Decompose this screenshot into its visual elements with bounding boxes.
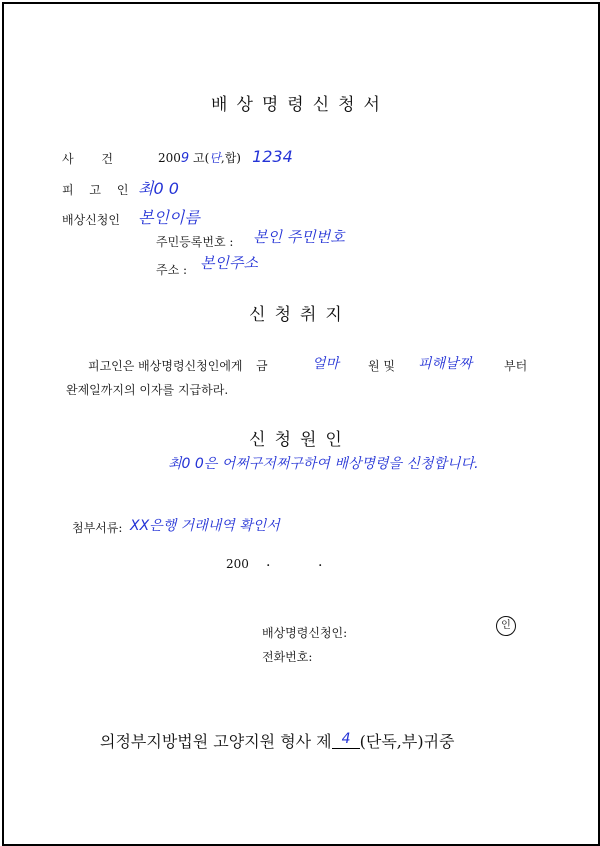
case-type-close: ,합) [220,151,241,165]
defendant-name-handwritten: 최0 0 [138,179,179,198]
department-number-handwritten: 4 [341,731,351,747]
date-dot-2: . [318,554,323,570]
signature-applicant-label: 배상명령신청인: [262,626,348,640]
case-year-prefix: 200 [158,151,181,165]
purpose-from-label: 부터 [504,359,528,373]
case-number-handwritten: 1234 [252,147,293,166]
document-title: 배상명령신청서 [211,95,389,115]
court-name: 의정부지방법원 고양지원 형사 제 [100,732,332,751]
date-year-prefix: 200 [226,557,249,571]
document-border [2,2,600,846]
applicant-name-handwritten: 본인이름 [138,208,200,227]
case-label: 사 건 [62,152,125,166]
case-year-handwritten: 9 [180,151,190,166]
rrn-handwritten: 본인 주민번호 [253,228,345,246]
purpose-text-1: 피고인은 배상명령신청인에게 [88,359,243,373]
court-line [100,729,455,752]
purpose-heading: 신청취지 [249,305,351,325]
attachments-label: 첨부서류: [72,521,123,535]
address-handwritten: 본인주소 [200,254,258,272]
court-suffix: (단독,부)귀중 [359,732,455,751]
rrn-label: 주민등록번호 : [156,235,234,249]
purpose-text-2: 완제일까지의 이자를 지급하라. [66,383,229,397]
purpose-won-label: 원 및 [368,359,395,373]
address-label: 주소 : [156,263,188,277]
cause-heading: 신청원인 [249,430,351,450]
purpose-amount-label: 금 [256,359,268,373]
case-type-open: 고( [189,151,210,165]
seal-mark: 인 [496,616,516,636]
cause-handwritten: 최0 0은 어쩌구저쩌구하여 배상명령을 신청합니다. [168,456,479,472]
phone-label: 전화번호: [262,650,313,664]
attachments-handwritten: XX은행 거래내역 확인서 [130,518,280,534]
applicant-label: 배상신청인 [62,213,120,227]
case-number-line [158,147,293,166]
defendant-label: 피 고 인 [62,183,135,197]
date-dot-1: . [266,554,271,570]
department-blank [332,731,360,749]
case-type-handwritten: 단 [209,151,221,165]
damage-date-handwritten: 피해날짜 [418,356,473,372]
amount-handwritten: 얼마 [312,356,340,372]
